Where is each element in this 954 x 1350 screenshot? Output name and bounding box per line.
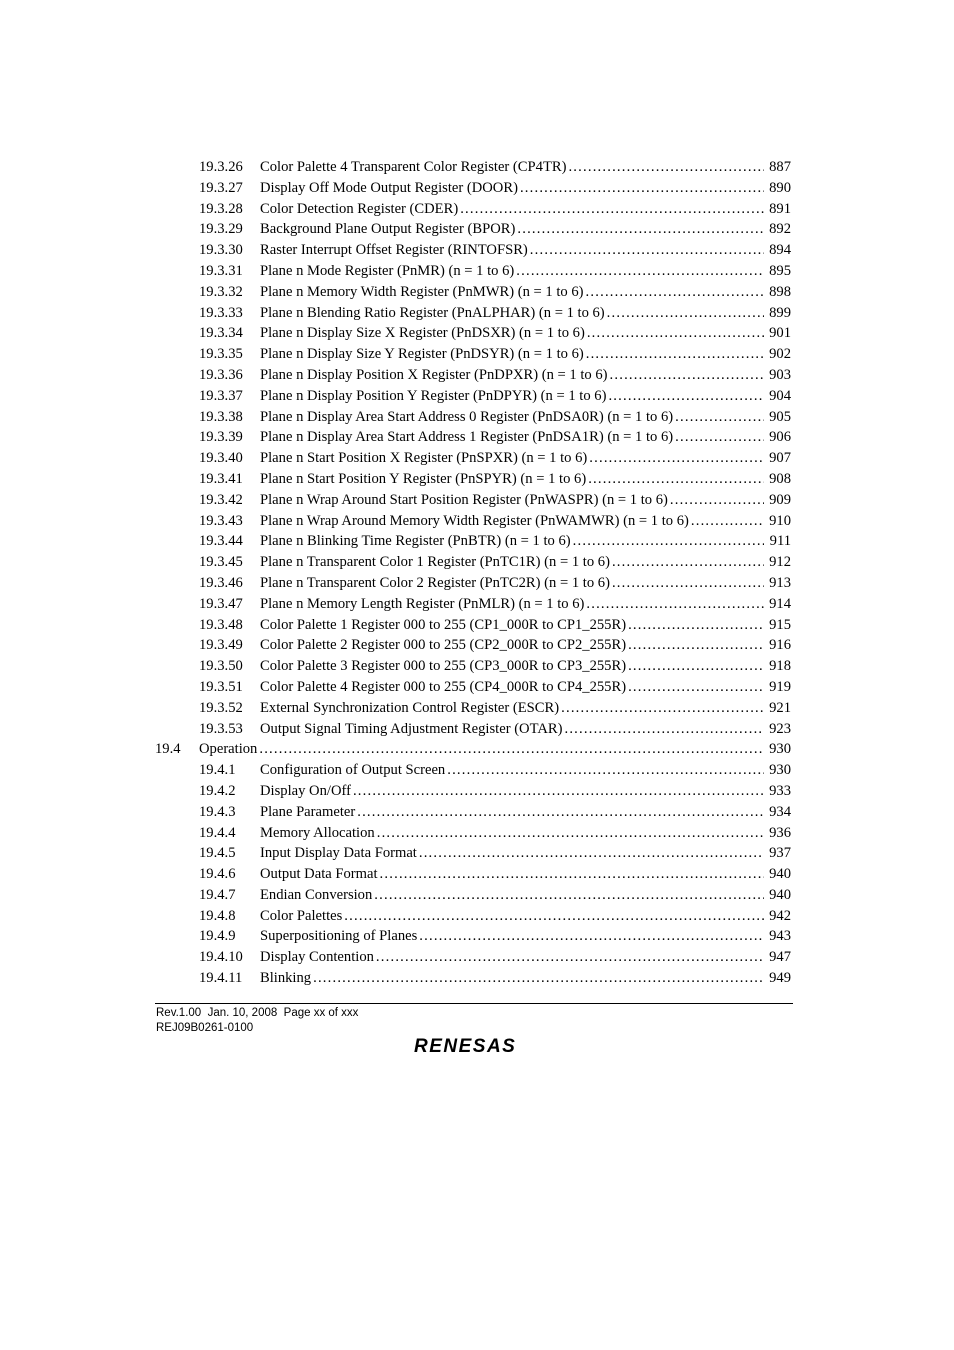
- toc-entry-page: 936: [769, 824, 791, 841]
- toc-entry-number: 19.3.28: [199, 200, 243, 217]
- toc-entry-title: Plane n Transparent Color 1 Register (PnTC1R) (n = 1 to 6): [260, 554, 610, 571]
- toc-entry-title: Operation: [199, 741, 258, 758]
- toc-leader-dots: [353, 781, 764, 802]
- toc-entry-number: 19.4.11: [199, 970, 243, 987]
- toc-leader-dots: [517, 219, 764, 240]
- toc-entry-title: Plane n Display Size Y Register (PnDSYR) (n = 1 to 6): [260, 346, 584, 363]
- toc-leader-dots: [607, 303, 764, 324]
- toc-leader-dots: [691, 511, 764, 532]
- toc-entry-page: 907: [769, 450, 791, 467]
- toc-entry[interactable]: [155, 698, 793, 719]
- toc-entry-page: 887: [769, 159, 791, 175]
- toc-entry-page: 894: [769, 242, 791, 259]
- toc-entry[interactable]: [155, 531, 793, 552]
- toc-entry-page: 933: [769, 782, 791, 799]
- toc-entry[interactable]: [155, 386, 793, 407]
- toc-entry-number: 19.3.34: [199, 325, 243, 342]
- toc-entry[interactable]: [155, 656, 793, 677]
- toc-entry[interactable]: [155, 178, 793, 199]
- toc-entry-page: 890: [769, 179, 791, 196]
- toc-entry-number: 19.3.42: [199, 491, 243, 508]
- toc-entry-title: Plane n Transparent Color 2 Register (PnTC2R) (n = 1 to 6): [260, 574, 610, 591]
- renesas-logo-text: RENESAS: [414, 1036, 517, 1056]
- toc-entry-title: Color Palette 4 Transparent Color Register (CP4TR): [260, 159, 567, 175]
- toc-entry[interactable]: [155, 427, 793, 448]
- toc-entry[interactable]: [155, 677, 793, 698]
- toc-entry-title: Color Detection Register (CDER): [260, 200, 459, 217]
- toc-entry-page: 934: [769, 803, 791, 820]
- toc-entry-page: 919: [769, 678, 791, 695]
- toc-entry[interactable]: [155, 968, 793, 989]
- toc-entry[interactable]: [155, 719, 793, 740]
- footer: [156, 1006, 358, 1036]
- toc-leader-dots: [628, 677, 764, 698]
- toc-entry[interactable]: [155, 511, 793, 532]
- toc-entry[interactable]: [155, 323, 793, 344]
- toc-entry-page: 906: [769, 429, 791, 446]
- toc-entry-title: Endian Conversion: [260, 886, 373, 903]
- toc-entry-title: Input Display Data Format: [260, 845, 417, 862]
- toc-entry-number: 19.4.5: [199, 845, 236, 862]
- toc-entry-page: 891: [769, 200, 791, 217]
- toc-entry-number: 19.4: [155, 741, 181, 758]
- toc-entry-number: 19.3.50: [199, 658, 243, 675]
- toc-entry-title: Color Palette 1 Register 000 to 255 (CP1_000R to CP1_255R): [260, 616, 627, 633]
- toc-leader-dots: [419, 926, 764, 947]
- toc-leader-dots: [589, 448, 764, 469]
- toc-entry-title: Color Palette 2 Register 000 to 255 (CP2_000R to CP2_255R): [260, 637, 627, 654]
- toc-leader-dots: [670, 490, 764, 511]
- toc-leader-dots: [357, 802, 764, 823]
- toc-entry-page: 930: [769, 741, 791, 758]
- toc-entry-number: 19.3.36: [199, 366, 243, 383]
- toc-entry-number: 19.3.30: [199, 242, 243, 259]
- toc-entry[interactable]: [155, 552, 793, 573]
- toc-entry[interactable]: [155, 947, 793, 968]
- toc-entry-number: 19.3.31: [199, 262, 243, 279]
- toc-entry-page: 903: [769, 366, 791, 383]
- toc-entry-number: 19.3.48: [199, 616, 243, 633]
- toc-leader-dots: [520, 178, 764, 199]
- toc-leader-dots: [586, 594, 764, 615]
- toc-entry-title: Display Off Mode Output Register (DOOR): [260, 179, 518, 196]
- toc-entry-page: 930: [769, 762, 791, 779]
- toc-leader-dots: [586, 282, 764, 303]
- toc-entry-number: 19.3.35: [199, 346, 243, 363]
- toc-entry-number: 19.3.40: [199, 450, 243, 467]
- toc-entry[interactable]: [155, 282, 793, 303]
- toc-leader-dots: [259, 739, 764, 760]
- revision-line: Rev.1.00 Jan. 10, 2008 Page xx of xxx: [156, 1007, 359, 1019]
- toc-entry-number: 19.4.9: [199, 928, 236, 945]
- toc-entry-number: 19.3.49: [199, 637, 243, 654]
- toc-entry[interactable]: [155, 490, 793, 511]
- toc-leader-dots: [568, 157, 764, 178]
- toc-entry-title: Memory Allocation: [260, 824, 375, 841]
- toc-entry-page: 921: [769, 699, 791, 716]
- toc-entry-title: Plane n Start Position X Register (PnSPXR) (n = 1 to 6): [260, 450, 588, 467]
- toc-entry-page: 904: [769, 387, 791, 404]
- toc-entry-number: 19.3.45: [199, 554, 243, 571]
- toc-entry-number: 19.3.53: [199, 720, 243, 737]
- toc-entry-title: Plane n Display Area Start Address 1 Register (PnDSA1R) (n = 1 to 6): [260, 429, 674, 446]
- toc-entry-title: Blinking: [260, 970, 312, 987]
- toc-entry-title: Raster Interrupt Offset Register (RINTOFSR): [260, 242, 528, 259]
- toc-entry[interactable]: [155, 365, 793, 386]
- toc-entry[interactable]: [155, 157, 793, 178]
- toc-entry[interactable]: [155, 615, 793, 636]
- toc-entry[interactable]: [155, 219, 793, 240]
- toc-entry-title: Plane Parameter: [260, 803, 356, 820]
- toc-leader-dots: [588, 469, 764, 490]
- toc-entry-number: 19.4.4: [199, 824, 236, 841]
- toc-leader-dots: [675, 427, 764, 448]
- toc-leader-dots: [608, 386, 764, 407]
- toc-entry-number: 19.3.38: [199, 408, 243, 425]
- toc-entry-title: Output Data Format: [260, 866, 378, 883]
- toc-entry[interactable]: [155, 864, 793, 885]
- toc-leader-dots: [628, 615, 764, 636]
- toc-entry-number: 19.4.3: [199, 803, 236, 820]
- toc-entry-title: Color Palette 4 Register 000 to 255 (CP4_000R to CP4_255R): [260, 678, 627, 695]
- toc-leader-dots: [587, 323, 764, 344]
- toc-entry-title: Configuration of Output Screen: [260, 762, 446, 779]
- toc-leader-dots: [573, 531, 764, 552]
- toc-entry-number: 19.3.47: [199, 595, 243, 612]
- toc-leader-dots: [586, 344, 764, 365]
- document-number: REJ09B0261-0100: [156, 1022, 254, 1034]
- toc-entry-number: 19.3.52: [199, 699, 243, 716]
- toc-leader-dots: [561, 698, 764, 719]
- toc-entry-page: 892: [769, 221, 791, 238]
- toc-entry[interactable]: [155, 594, 793, 615]
- toc-leader-dots: [612, 573, 764, 594]
- toc-entry[interactable]: [155, 781, 793, 802]
- toc-entry[interactable]: [155, 199, 793, 220]
- toc-entry-page: 914: [769, 595, 791, 612]
- toc-entry[interactable]: [155, 303, 793, 324]
- toc-entry-title: Plane n Display Size X Register (PnDSXR) (n = 1 to 6): [260, 325, 585, 342]
- toc-entry-number: 19.3.44: [199, 533, 243, 550]
- toc-entry[interactable]: [155, 926, 793, 947]
- toc-entry-title: Display Contention: [260, 949, 374, 966]
- toc-entry[interactable]: [155, 240, 793, 261]
- toc-entry-number: 19.4.1: [199, 762, 236, 779]
- toc-leader-dots: [447, 760, 764, 781]
- toc-entry-page: 943: [769, 928, 791, 945]
- toc-leader-dots: [376, 947, 764, 968]
- toc-entry-number: 19.4.10: [199, 949, 243, 966]
- toc-entry[interactable]: [155, 802, 793, 823]
- toc-entry-number: 19.3.26: [199, 159, 243, 175]
- toc-entry-title: Plane n Start Position Y Register (PnSPYR) (n = 1 to 6): [260, 470, 587, 487]
- footer-divider: [155, 1003, 793, 1004]
- toc-entry-number: 19.3.32: [199, 283, 243, 300]
- table-of-contents: [155, 157, 793, 989]
- toc-leader-dots: [313, 968, 764, 989]
- toc-leader-dots: [380, 864, 764, 885]
- toc-entry[interactable]: [155, 469, 793, 490]
- toc-entry[interactable]: [155, 407, 793, 428]
- toc-entry-page: 895: [769, 262, 791, 279]
- toc-entry-number: 19.4.8: [199, 907, 236, 924]
- toc-entry-number: 19.3.29: [199, 221, 243, 238]
- toc-entry-page: 902: [769, 346, 791, 363]
- toc-leader-dots: [530, 240, 764, 261]
- toc-entry[interactable]: [155, 906, 793, 927]
- toc-entry-page: 937: [769, 845, 791, 862]
- toc-entry-title: Output Signal Timing Adjustment Register (OTAR): [260, 720, 563, 737]
- toc-entry-page: 905: [769, 408, 791, 425]
- toc-entry-page: 913: [769, 574, 791, 591]
- toc-entry-page: 923: [769, 720, 791, 737]
- toc-entry-number: 19.3.46: [199, 574, 243, 591]
- toc-entry-page: 949: [769, 970, 791, 987]
- toc-entry-page: 899: [769, 304, 791, 321]
- toc-entry-page: 898: [769, 283, 791, 300]
- toc-entry[interactable]: [155, 344, 793, 365]
- toc-entry-title: Plane n Memory Width Register (PnMWR) (n = 1 to 6): [260, 283, 584, 300]
- toc-entry-page: 909: [769, 491, 791, 508]
- toc-entry-page: 918: [769, 658, 791, 675]
- toc-leader-dots: [374, 885, 764, 906]
- renesas-logo: [414, 1034, 534, 1056]
- toc-entry-page: 908: [769, 470, 791, 487]
- toc-leader-dots: [344, 906, 764, 927]
- toc-entry-page: 942: [769, 907, 791, 924]
- toc-entry[interactable]: [155, 573, 793, 594]
- toc-entry-page: 916: [769, 637, 791, 654]
- toc-entry-title: Plane n Wrap Around Start Position Register (PnWASPR) (n = 1 to 6): [260, 491, 668, 508]
- toc-entry-number: 19.3.37: [199, 387, 243, 404]
- toc-leader-dots: [612, 552, 764, 573]
- toc-entry-number: 19.3.41: [199, 470, 243, 487]
- toc-entry-title: Plane n Display Position X Register (PnDPXR) (n = 1 to 6): [260, 366, 608, 383]
- toc-entry-title: Plane n Wrap Around Memory Width Register (PnWAMWR) (n = 1 to 6): [260, 512, 689, 529]
- toc-leader-dots: [628, 635, 764, 656]
- toc-entry-title: Color Palette 3 Register 000 to 255 (CP3_000R to CP3_255R): [260, 658, 627, 675]
- toc-entry[interactable]: [155, 739, 793, 760]
- toc-leader-dots: [610, 365, 764, 386]
- toc-entry-page: 940: [769, 886, 791, 903]
- toc-entry-title: Background Plane Output Register (BPOR): [260, 221, 516, 238]
- toc-entry-number: 19.3.43: [199, 512, 243, 529]
- toc-entry-title: Color Palettes: [260, 907, 343, 924]
- toc-entry-title: Display On/Off: [260, 782, 351, 799]
- toc-leader-dots: [564, 719, 764, 740]
- toc-entry[interactable]: [155, 760, 793, 781]
- toc-entry-title: External Synchronization Control Register (ESCR): [260, 699, 560, 716]
- toc-entry-title: Superpositioning of Planes: [260, 928, 418, 945]
- toc-entry-title: Plane n Display Area Start Address 0 Register (PnDSA0R) (n = 1 to 6): [260, 408, 674, 425]
- toc-leader-dots: [460, 199, 764, 220]
- toc-entry-page: 901: [769, 325, 791, 342]
- toc-entry-title: Plane n Display Position Y Register (PnDPYR) (n = 1 to 6): [260, 387, 607, 404]
- toc-entry[interactable]: [155, 448, 793, 469]
- toc-entry-number: 19.3.27: [199, 179, 243, 196]
- toc-entry-page: 910: [769, 512, 791, 529]
- toc-entry-page: 940: [769, 866, 791, 883]
- toc-entry-number: 19.4.6: [199, 866, 236, 883]
- toc-entry-title: Plane n Blinking Time Register (PnBTR) (n = 1 to 6): [260, 533, 571, 550]
- toc-entry[interactable]: [155, 261, 793, 282]
- toc-entry-title: Plane n Memory Length Register (PnMLR) (n = 1 to 6): [260, 595, 585, 612]
- toc-entry-number: 19.4.7: [199, 886, 236, 903]
- toc-entry[interactable]: [155, 885, 793, 906]
- toc-entry[interactable]: [155, 635, 793, 656]
- toc-leader-dots: [675, 407, 764, 428]
- toc-entry-title: Plane n Mode Register (PnMR) (n = 1 to 6): [260, 262, 515, 279]
- toc-entry-number: 19.4.2: [199, 782, 236, 799]
- toc-entry-number: 19.3.51: [199, 678, 243, 695]
- toc-entry-page: 911: [769, 533, 791, 550]
- toc-entry[interactable]: [155, 823, 793, 844]
- toc-entry-number: 19.3.33: [199, 304, 243, 321]
- toc-leader-dots: [419, 843, 764, 864]
- toc-entry[interactable]: [155, 843, 793, 864]
- toc-entry-page: 912: [769, 554, 791, 571]
- toc-leader-dots: [628, 656, 764, 677]
- toc-entry-page: 947: [769, 949, 791, 966]
- toc-entry-number: 19.3.39: [199, 429, 243, 446]
- toc-leader-dots: [377, 823, 764, 844]
- toc-entry-page: 915: [769, 616, 791, 633]
- toc-leader-dots: [516, 261, 764, 282]
- toc-entry-title: Plane n Blending Ratio Register (PnALPHAR) (n = 1 to 6): [260, 304, 605, 321]
